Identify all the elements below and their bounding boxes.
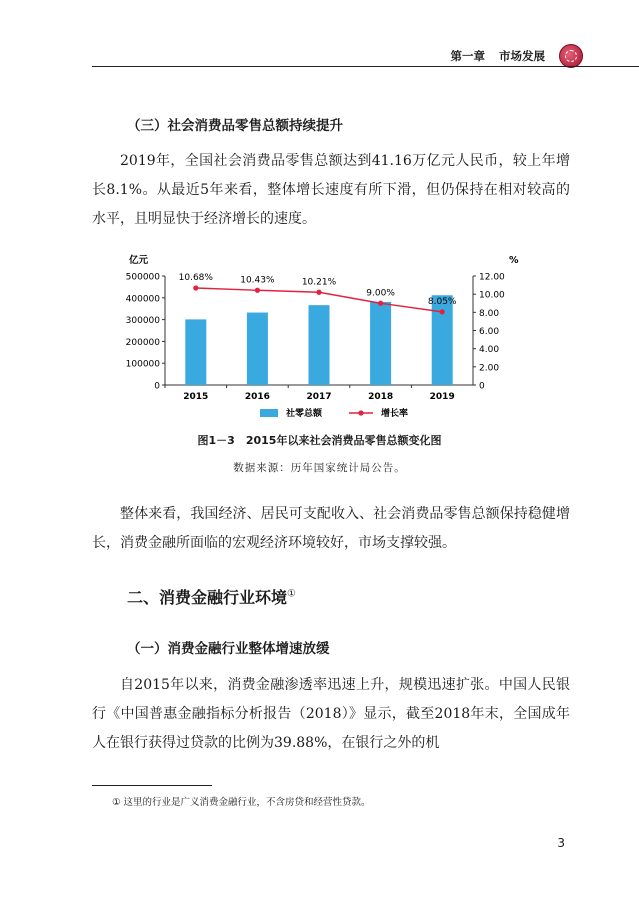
y-axis-label-left: 亿元	[129, 255, 149, 266]
y-tick-label-right: 10.00	[479, 290, 505, 301]
x-tick-label: 2016	[244, 392, 270, 402]
growth-label-2018: 9.00%	[366, 288, 395, 299]
y-tick-label-right: 6.00	[479, 327, 500, 337]
growth-label-2016: 10.43%	[240, 275, 275, 286]
growth-point-2019	[440, 309, 445, 314]
y-tick-label-left: 200000	[125, 337, 160, 348]
bar-2017	[309, 305, 330, 385]
x-tick-label: 2018	[368, 392, 394, 402]
y-tick-label-right: 8.00	[479, 308, 500, 319]
section-label: 市场发展	[499, 49, 545, 63]
growth-point-2017	[316, 290, 321, 295]
page-number: 3	[557, 836, 565, 850]
x-tick-label: 2015	[183, 392, 209, 402]
legend-label-line: 增长率	[381, 409, 409, 419]
section-heading-2-text: 二、消费金融行业环境	[127, 588, 288, 607]
figure-caption: 图1－3 2015年以来社会消费品零售总额变化图	[197, 434, 442, 447]
bar-2015	[185, 319, 206, 385]
footnote: ① 这里的行业是广义消费金融行业，不含房贷和经营性贷款。	[112, 797, 371, 808]
subsection-heading-1: （一）消费金融行业整体增速放缓	[127, 641, 330, 657]
growth-point-2015	[193, 285, 198, 290]
y-tick-label-left: 0	[154, 381, 160, 392]
section-heading-2	[127, 585, 296, 608]
chart	[92, 246, 532, 426]
y-tick-label-left: 300000	[125, 316, 160, 327]
bar-2019	[432, 295, 453, 385]
paragraph-3: 自2015年以来，消费金融渗透率迅速上升，规模迅速扩张。中国人民银行《中国普惠金融指标分析报告（2018）》显示，截至2018年末，全国成年人在银行获得过贷款的比例为39.88%，在银行之外的机	[92, 677, 570, 751]
y-tick-label-left: 400000	[125, 294, 160, 305]
x-tick-label: 2017	[306, 392, 332, 402]
y-tick-label-right: 12.00	[479, 272, 505, 283]
legend-swatch-dot	[358, 410, 363, 415]
footnote-rule	[92, 785, 212, 786]
paragraph-2: 整体来看，我国经济、居民可支配收入、社会消费品零售总额保持稳健增长，消费金融所面临的宏观经济环境较好，市场支撑较强。	[92, 506, 570, 551]
emblem-icon	[559, 44, 583, 68]
bar-2016	[247, 313, 268, 385]
growth-label-2015: 10.68%	[178, 272, 213, 283]
y-tick-label-right: 4.00	[479, 345, 500, 356]
footnote-mark[interactable]: ①	[287, 588, 296, 600]
y-axis-label-right: %	[509, 255, 519, 266]
growth-point-2018	[378, 301, 383, 306]
growth-label-2017: 10.21%	[301, 277, 337, 288]
y-tick-label-left: 500000	[125, 272, 160, 283]
y-tick-label-right: 2.00	[479, 363, 500, 374]
figure-source: 数据来源：历年国家统计局公告。	[233, 462, 406, 474]
legend-swatch-bars	[260, 409, 278, 417]
section-heading-3: （三）社会消费品零售总额持续提升	[127, 118, 343, 134]
paragraph-1: 2019年，全国社会消费品零售总额达到41.16万亿元人民币，较上年增长8.1%。从最近5年来看，整体增长速度有所下滑，但仍保持在相对较高的水平，且明显快于经济增长的速度。	[92, 153, 570, 227]
growth-label-2019: 8.05%	[427, 296, 457, 307]
y-tick-label-right: 0	[479, 381, 485, 392]
running-head	[451, 44, 584, 68]
x-tick-label: 2019	[429, 392, 455, 402]
growth-point-2016	[255, 288, 260, 293]
legend-label-bars: 社零总额	[286, 409, 323, 419]
y-tick-label-left: 100000	[125, 359, 160, 370]
header-rule	[92, 66, 639, 67]
bar-2018	[370, 302, 391, 385]
chapter-label: 第一章	[450, 49, 485, 63]
